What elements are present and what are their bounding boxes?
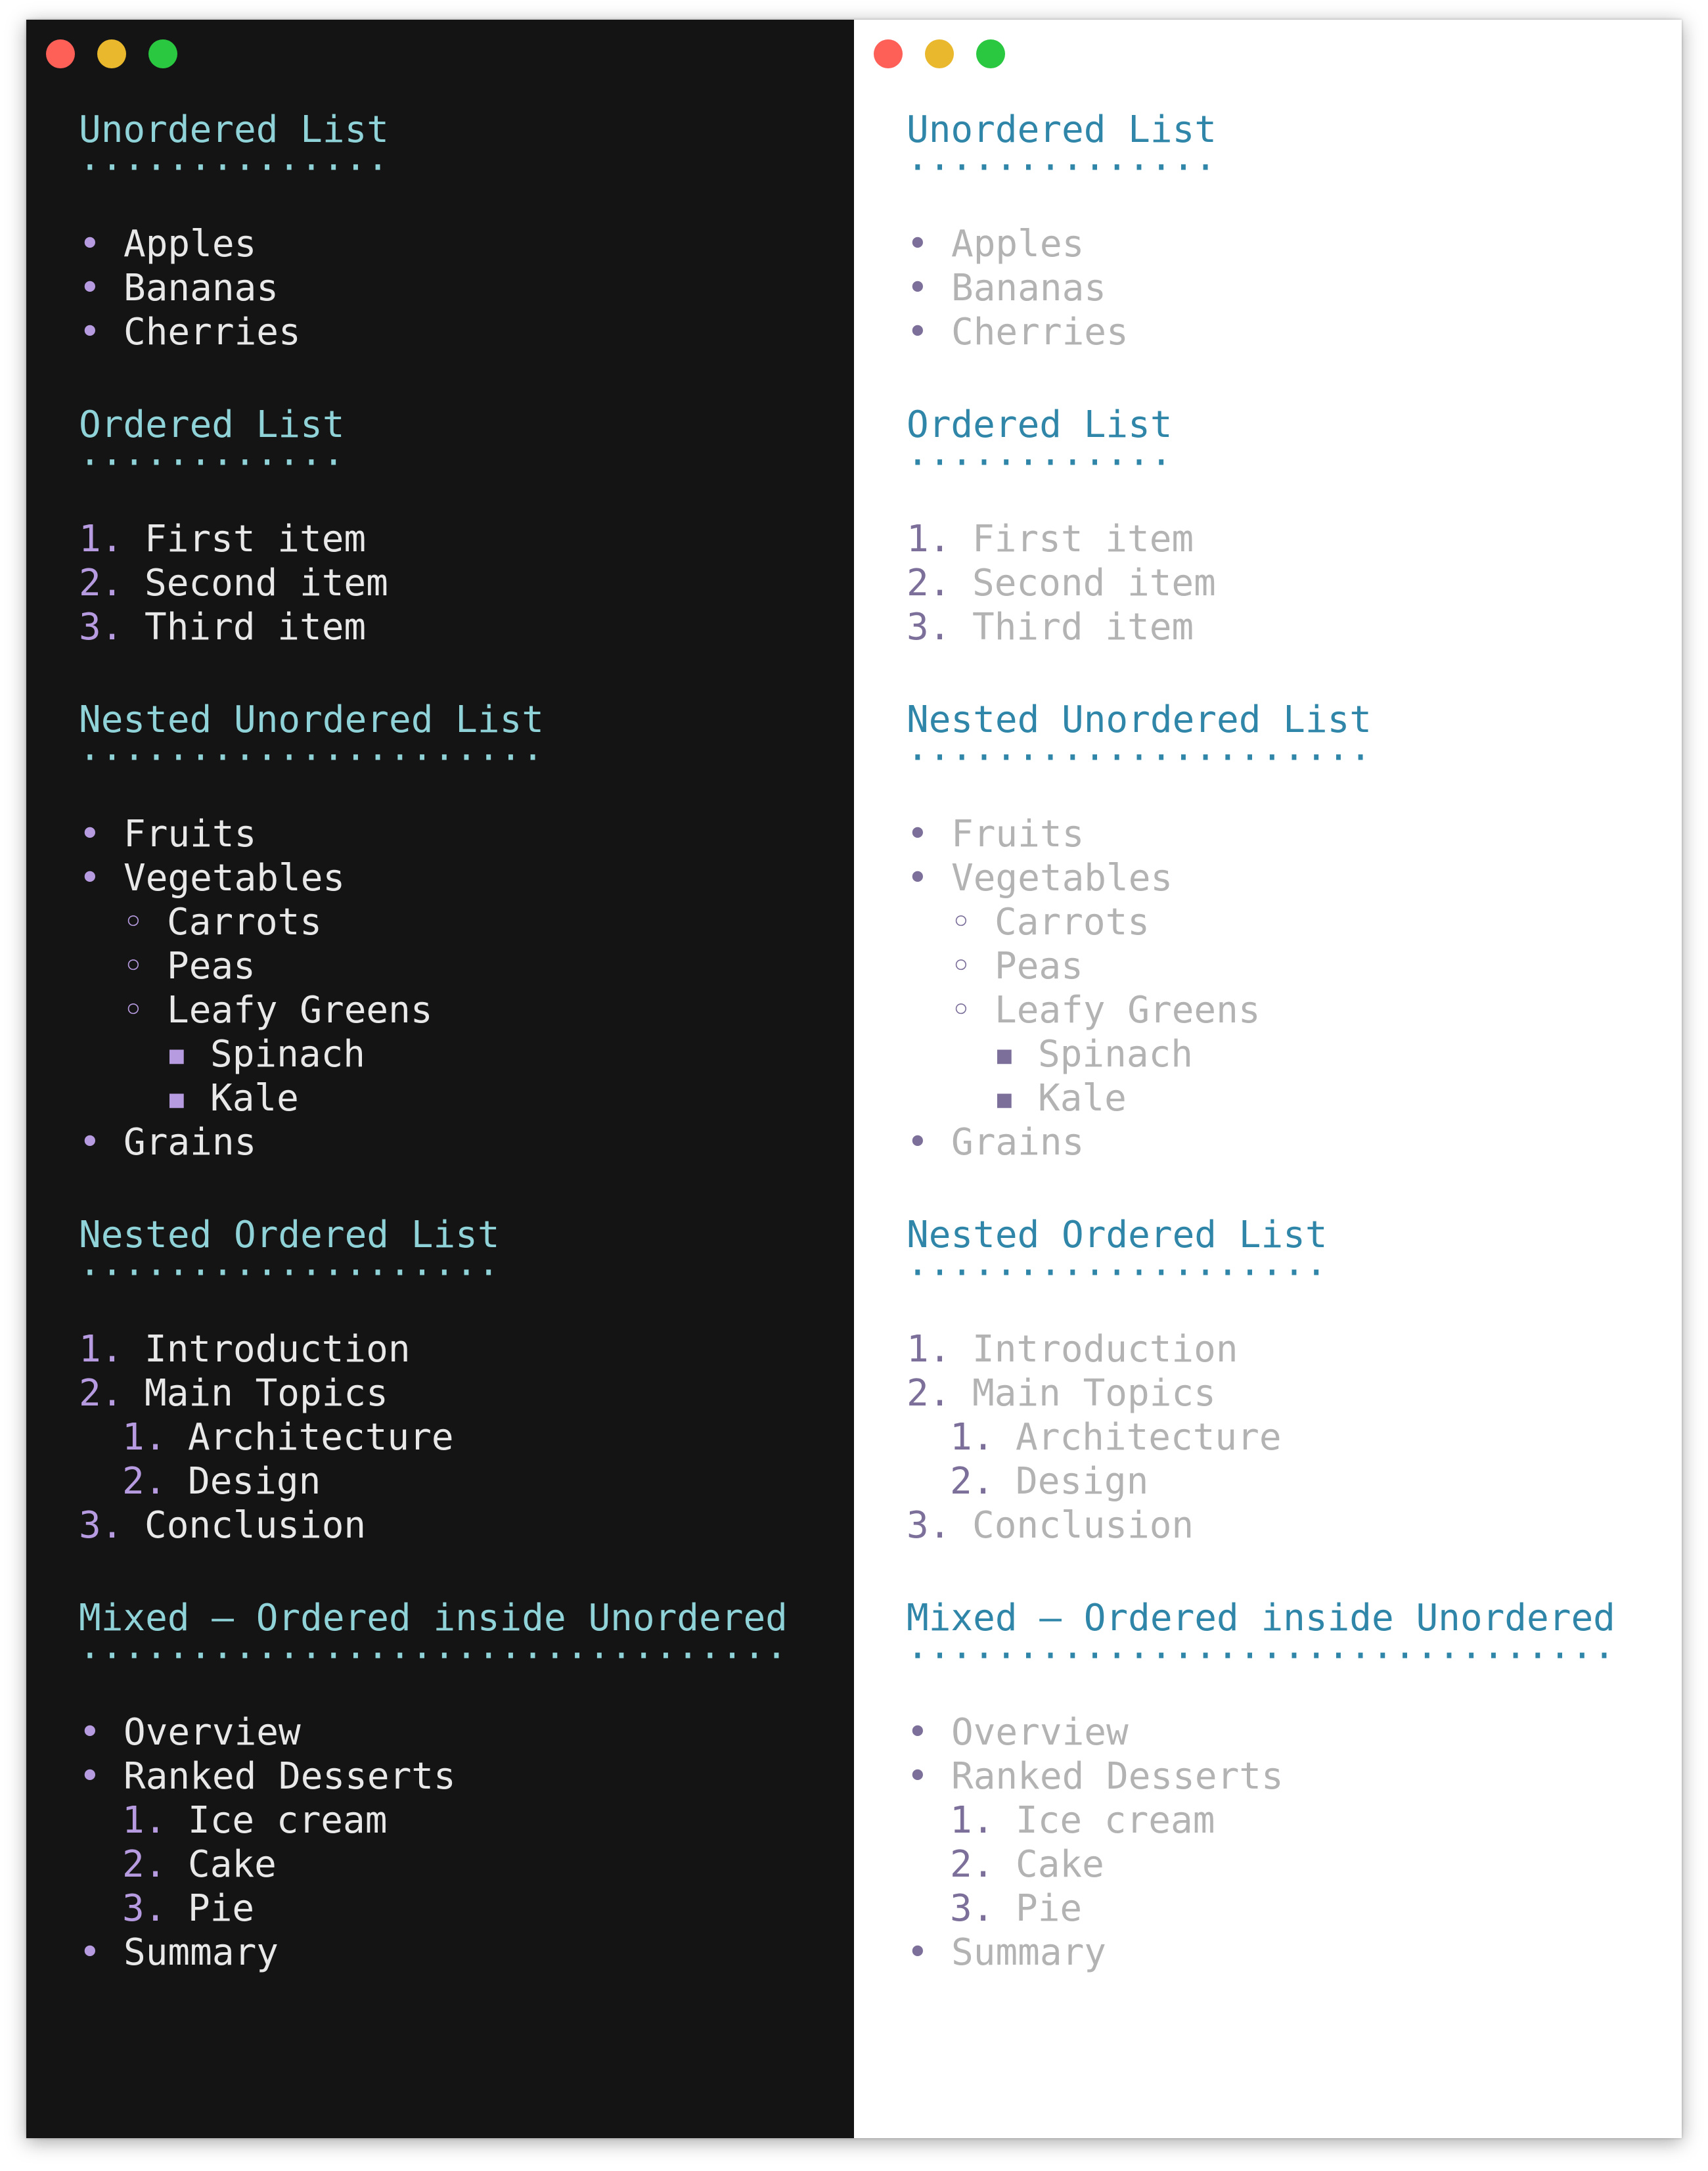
list-item-text: Ice cream (1016, 1799, 1215, 1842)
window-controls (46, 39, 177, 68)
list-item (907, 1710, 1655, 1754)
bullet-icon: ▪ (993, 1033, 1016, 1076)
list-item-text: Third item (972, 606, 1194, 649)
list-number: 1. (122, 1799, 167, 1842)
bullet-icon: • (79, 311, 101, 354)
list-item (79, 988, 828, 1032)
section-heading: Nested Ordered List (907, 1214, 1328, 1256)
list-item (79, 310, 828, 354)
heading-underline: ····················· (79, 737, 545, 779)
list-number: 1. (122, 1416, 167, 1459)
dark-theme-pane (26, 20, 854, 2138)
list-item-text: Bananas (124, 267, 279, 309)
bullet-icon: • (907, 311, 929, 354)
list-item-text: Summary (951, 1931, 1107, 1974)
list-item-text: Fruits (124, 813, 257, 856)
list-item (907, 1931, 1655, 1975)
list-item-text: Conclusion (145, 1504, 367, 1547)
list-item-text: Main Topics (145, 1372, 388, 1415)
list-item-text: Third item (145, 606, 367, 649)
list-item (907, 812, 1655, 856)
list-item-text: Grains (124, 1121, 257, 1164)
list-item (907, 900, 1655, 944)
list-number: 2. (950, 1843, 995, 1886)
list-item-text: Cake (188, 1843, 277, 1886)
list-item (79, 561, 828, 605)
list-item-text: Ranked Desserts (951, 1755, 1284, 1798)
list-item-text: Fruits (951, 813, 1085, 856)
list-item (79, 1931, 828, 1975)
list-number: 3. (907, 606, 951, 649)
list-item (907, 1415, 1655, 1459)
list (907, 222, 1655, 354)
list-item (907, 1327, 1655, 1371)
list-item (79, 944, 828, 988)
list-item (907, 1371, 1655, 1415)
bullet-icon: • (79, 1711, 101, 1754)
list-item-text: Pie (1016, 1887, 1083, 1930)
bullet-icon: • (907, 267, 929, 309)
list-item (79, 1459, 828, 1503)
list-item (79, 856, 828, 900)
bullet-icon: • (79, 1121, 101, 1164)
list-number: 2. (950, 1460, 995, 1503)
list-item-text: Carrots (167, 901, 323, 944)
bullet-icon: • (79, 1755, 101, 1798)
bullet-icon: • (79, 1931, 101, 1974)
list-item-text: Ice cream (188, 1799, 388, 1842)
list-item-text: First item (145, 518, 367, 560)
bullet-icon: • (79, 223, 101, 265)
heading-underline: ····················· (907, 737, 1372, 779)
list-section (79, 1593, 828, 1975)
section-heading: Nested Ordered List (79, 1214, 500, 1256)
list-item-text: Overview (124, 1711, 301, 1754)
window-controls (874, 39, 1005, 68)
list (79, 1710, 828, 1975)
list-item (907, 1754, 1655, 1798)
bullet-icon: • (79, 857, 101, 900)
heading-underline: ································ (79, 1635, 788, 1678)
bullet-icon: ◦ (950, 989, 972, 1032)
list-number: 3. (122, 1887, 167, 1930)
list-section (79, 1210, 828, 1547)
list (79, 1327, 828, 1547)
list-item-text: Peas (995, 945, 1083, 988)
list-item (907, 561, 1655, 605)
bullet-icon: ▪ (166, 1077, 188, 1120)
list-number: 3. (950, 1887, 995, 1930)
list-item (79, 1842, 828, 1886)
list-item (907, 1032, 1655, 1076)
list-item-text: Pie (188, 1887, 255, 1930)
bullet-icon: • (907, 857, 929, 900)
bullet-icon: ◦ (950, 901, 972, 944)
list-item-text: Cake (1016, 1843, 1104, 1886)
zoom-button[interactable] (976, 39, 1005, 68)
list-section (79, 400, 828, 649)
list-section (907, 105, 1655, 354)
list-number: 1. (907, 518, 951, 560)
list-number: 1. (79, 1328, 124, 1371)
bullet-icon: • (79, 813, 101, 856)
list-item-text: Grains (951, 1121, 1085, 1164)
list-number: 1. (950, 1416, 995, 1459)
list-item-text: Spinach (210, 1033, 366, 1076)
list-item (907, 1459, 1655, 1503)
list-item (907, 856, 1655, 900)
heading-underline: ············ (79, 442, 345, 484)
list-item (79, 1798, 828, 1842)
terminal-window (26, 20, 1682, 2138)
list-item (907, 988, 1655, 1032)
list-section (907, 1210, 1655, 1547)
list-number: 2. (907, 1372, 951, 1415)
list (79, 812, 828, 1164)
bullet-icon: ▪ (166, 1033, 188, 1076)
list-item-text: Spinach (1038, 1033, 1194, 1076)
list-section (907, 400, 1655, 649)
list-number: 3. (907, 1504, 951, 1547)
list-item-text: Carrots (995, 901, 1150, 944)
list-item-text: Kale (1038, 1077, 1127, 1120)
list-number: 1. (907, 1328, 951, 1371)
list-number: 1. (79, 518, 124, 560)
list-item-text: Kale (210, 1077, 299, 1120)
list (907, 1710, 1655, 1975)
list-item-text: Design (188, 1460, 321, 1503)
section-heading: Unordered List (79, 108, 390, 151)
heading-underline: ································ (907, 1635, 1615, 1678)
heading-underline: ··················· (79, 1252, 500, 1294)
list-number: 1. (950, 1799, 995, 1842)
heading-underline: ············ (907, 442, 1173, 484)
list-section (907, 1593, 1655, 1975)
light-theme-pane (854, 20, 1682, 2138)
bullet-icon: • (79, 267, 101, 309)
bullet-icon: • (907, 813, 929, 856)
list-item-text: Introduction (145, 1328, 411, 1371)
heading-underline: ·············· (907, 147, 1217, 189)
list-item-text: Bananas (951, 267, 1107, 309)
list (79, 517, 828, 649)
list-item-text: Architecture (1016, 1416, 1282, 1459)
list-number: 2. (907, 562, 951, 605)
list-item (79, 605, 828, 649)
bullet-icon: • (907, 1121, 929, 1164)
bullet-icon: ◦ (122, 989, 145, 1032)
list-item-text: Apples (951, 223, 1085, 265)
minimize-button[interactable] (97, 39, 126, 68)
list-item (79, 1415, 828, 1459)
bullet-icon: ◦ (122, 945, 145, 988)
list-item (79, 1371, 828, 1415)
list-number: 3. (79, 606, 124, 649)
list-section (907, 695, 1655, 1164)
list-item (907, 310, 1655, 354)
list-item-text: Peas (167, 945, 256, 988)
bullet-icon: • (907, 1931, 929, 1974)
list-item (907, 605, 1655, 649)
list-item (79, 1754, 828, 1798)
list-item-text: Second item (972, 562, 1216, 605)
list-item (79, 1076, 828, 1120)
list-item (79, 812, 828, 856)
list-item-text: Vegetables (951, 857, 1173, 900)
list-item (907, 222, 1655, 266)
document-content (907, 105, 1655, 2021)
list-item-text: Ranked Desserts (124, 1755, 456, 1798)
list-item (907, 1120, 1655, 1164)
list-number: 2. (79, 1372, 124, 1415)
list-item (79, 1032, 828, 1076)
list-item-text: First item (972, 518, 1194, 560)
bullet-icon: ▪ (993, 1077, 1016, 1120)
list-item (79, 1886, 828, 1931)
bullet-icon: ◦ (950, 945, 972, 988)
close-button[interactable] (46, 39, 75, 68)
list-item (907, 1076, 1655, 1120)
list-item (907, 517, 1655, 561)
list-item (79, 900, 828, 944)
list-item-text: Leafy Greens (995, 989, 1261, 1032)
section-heading: Mixed — Ordered inside Unordered (79, 1597, 788, 1639)
list-item (79, 266, 828, 310)
list-item (79, 517, 828, 561)
list (907, 812, 1655, 1164)
list-item-text: Vegetables (124, 857, 346, 900)
heading-underline: ··················· (907, 1252, 1328, 1294)
list-item-text: Cherries (124, 311, 301, 354)
list-number: 2. (79, 562, 124, 605)
section-heading: Ordered List (907, 403, 1173, 446)
section-heading: Nested Unordered List (907, 698, 1372, 741)
list-item (907, 944, 1655, 988)
list-item (79, 1327, 828, 1371)
list-item (907, 1798, 1655, 1842)
list-item (79, 222, 828, 266)
list-item-text: Introduction (972, 1328, 1238, 1371)
list (79, 222, 828, 354)
list-item-text: Conclusion (972, 1504, 1194, 1547)
section-heading: Mixed — Ordered inside Unordered (907, 1597, 1615, 1639)
list-item-text: Design (1016, 1460, 1149, 1503)
list-item (907, 1886, 1655, 1931)
section-heading: Ordered List (79, 403, 345, 446)
section-heading: Nested Unordered List (79, 698, 545, 741)
list-number: 3. (79, 1504, 124, 1547)
list-item-text: Second item (145, 562, 388, 605)
bullet-icon: ◦ (122, 901, 145, 944)
list-section (79, 695, 828, 1164)
heading-underline: ·············· (79, 147, 390, 189)
list-item-text: Summary (124, 1931, 279, 1974)
bullet-icon: • (907, 1755, 929, 1798)
list-item (907, 266, 1655, 310)
bullet-icon: • (907, 223, 929, 265)
list-item-text: Architecture (188, 1416, 454, 1459)
list-section (79, 105, 828, 354)
list-item (79, 1503, 828, 1547)
zoom-button[interactable] (148, 39, 177, 68)
list-item-text: Overview (951, 1711, 1129, 1754)
list-item (907, 1842, 1655, 1886)
list-item-text: Apples (124, 223, 257, 265)
list (907, 517, 1655, 649)
minimize-button[interactable] (925, 39, 954, 68)
bullet-icon: • (907, 1711, 929, 1754)
list-item-text: Leafy Greens (167, 989, 433, 1032)
close-button[interactable] (874, 39, 903, 68)
list-item-text: Main Topics (972, 1372, 1216, 1415)
list-item (907, 1503, 1655, 1547)
list-item (79, 1120, 828, 1164)
list-item (79, 1710, 828, 1754)
document-content (79, 105, 828, 2021)
list-item-text: Cherries (951, 311, 1129, 354)
list-number: 2. (122, 1843, 167, 1886)
list (907, 1327, 1655, 1547)
section-heading: Unordered List (907, 108, 1217, 151)
list-number: 2. (122, 1460, 167, 1503)
